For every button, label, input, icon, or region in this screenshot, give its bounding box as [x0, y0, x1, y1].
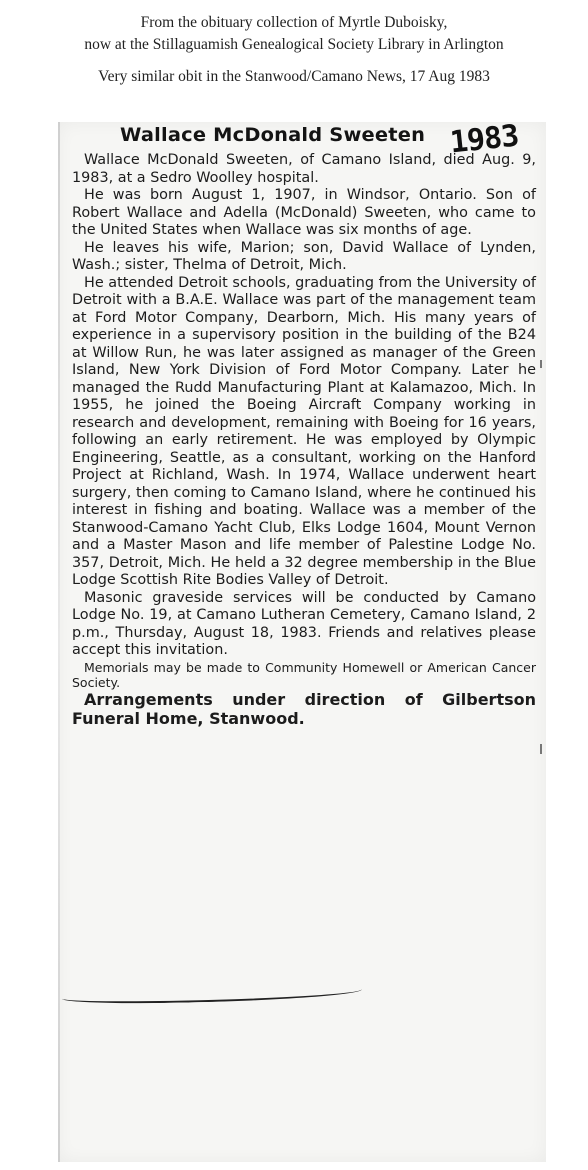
newspaper-clipping	[58, 118, 546, 1162]
arrangements-paragraph: Arrangements under direction of Gilbertson Funeral Home, Stanwood.	[72, 689, 536, 728]
memorials-paragraph: Memorials may be made to Community Homewell or American Cancer Society.	[72, 659, 536, 690]
birth-paragraph: He was born August 1, 1907, in Windsor, Ontario. Son of Robert Wallace and Adella (McDonald) Sweeten, who came to the United States when Wallace was six months of age.	[72, 187, 536, 238]
death-notice-paragraph: Wallace McDonald Sweeten, of Camano Island, died Aug. 9, 1983, at a Sedro Woolley hospital.	[72, 152, 536, 186]
stray-mark	[540, 744, 542, 754]
collection-header	[0, 0, 588, 88]
collection-source-line: From the obituary collection of Myrtle Duboisky,	[140, 14, 448, 31]
career-paragraph: He attended Detroit schools, graduating from the University of Detroit with a B.A.E. Wallace was part of the management team at Ford Motor Company, Dearborn, Mich. His many years of experience in a supervisory position in the building of the B24 at Willow Run, he was later assigned as manager of the Green Island, New York Division of Ford Motor Company. Later he managed the Rudd Manufacturing Plant at Kalamazoo, Mich. In 1955, he joined the Boeing Aircraft Company working in research and development, remaining with Boeing for 16 years, following an early retirement. He was employed by Olympic Engineering, Seattle, as a consultant, working on the Hanford Project at Richland, Wash. In 1974, Wallace underwent heart surgery, then coming to Camano Island, where he continued his interest in fishing and boating. Wallace was a member of the Stanwood-Camano Yacht Club, Elks Lodge 1604, Mount Vernon and a Master Mason and life member of Palestine Lodge No. 357, Detroit, Mich. He held a 32 degree membership in the Blue Lodge Scottish Rite Bodies Valley of Detroit.	[72, 274, 536, 588]
clipping-edge	[58, 122, 60, 1162]
similar-obit-note: Very similar obit in the Stanwood/Camano News, 17 Aug 1983	[98, 68, 490, 85]
pen-underline-mark	[62, 983, 362, 1005]
obituary-title: Wallace McDonald Sweeten	[120, 124, 426, 146]
obituary-body	[72, 152, 536, 729]
stray-mark	[540, 360, 542, 368]
handwritten-year-annotation: 1983	[448, 118, 520, 161]
library-location-line: now at the Stillaguamish Genealogical Society Library in Arlington	[84, 36, 504, 53]
services-paragraph: Masonic graveside services will be conducted by Camano Lodge No. 19, at Camano Lutheran Cemetery, Camano Island, 2 p.m., Thursday, August 18, 1983. Friends and relatives please accept this invitation.	[72, 589, 536, 658]
survivors-paragraph: He leaves his wife, Marion; son, David Wallace of Lynden, Wash.; sister, Thelma of Detroit, Mich.	[72, 239, 536, 273]
